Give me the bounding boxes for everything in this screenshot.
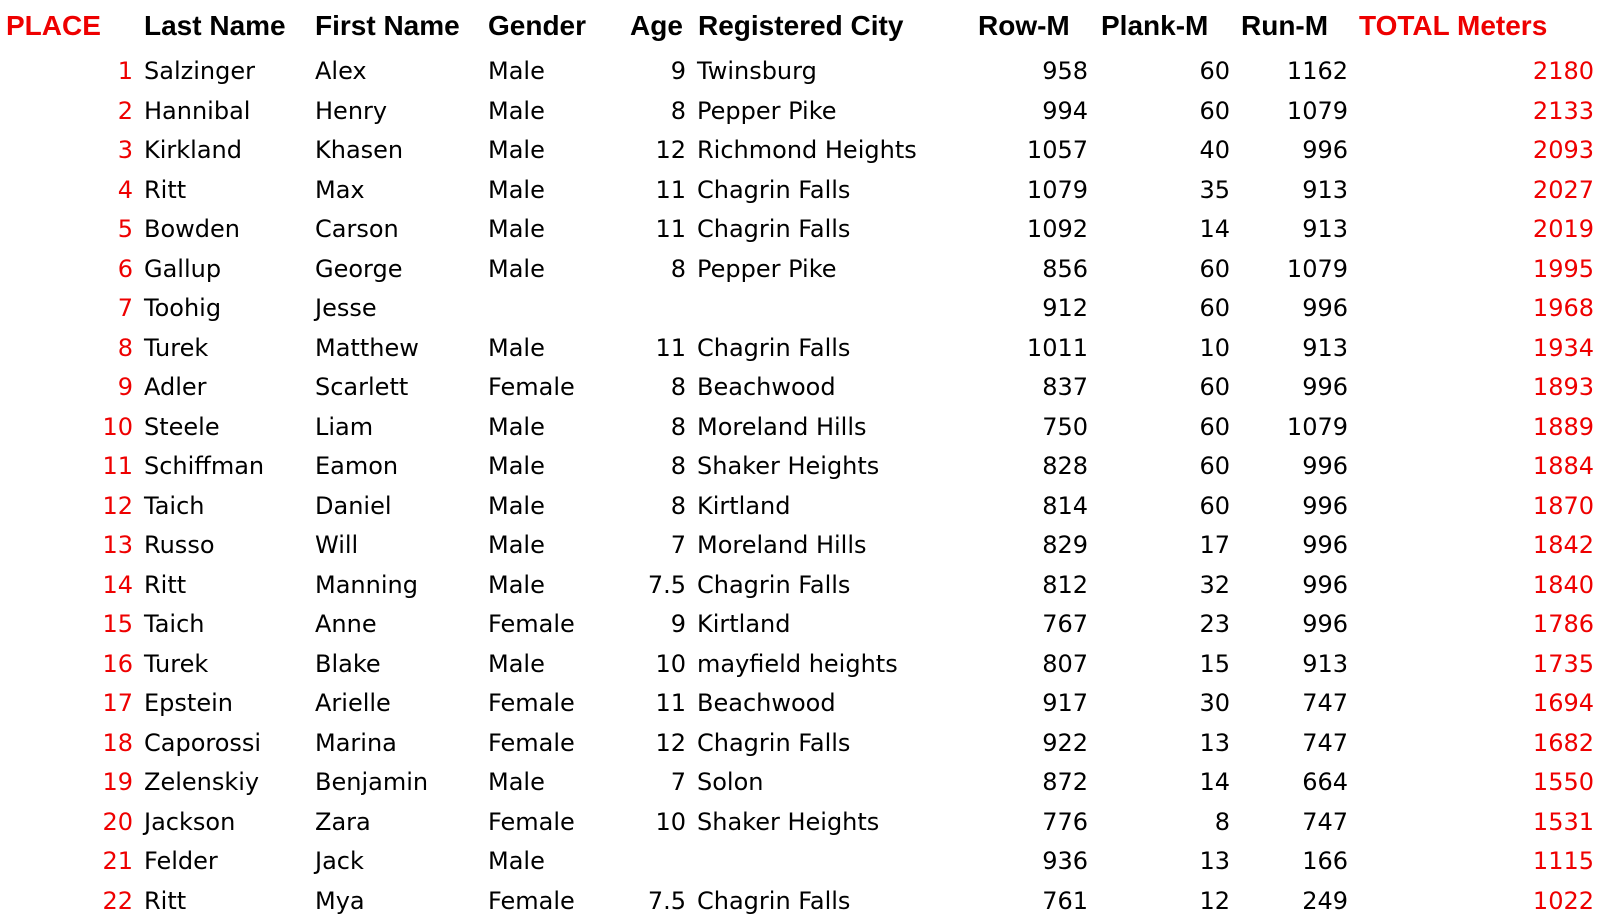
table-row — [0, 210, 1600, 250]
table-row — [0, 684, 1600, 724]
row-m-cell: 776 — [960, 810, 1088, 834]
first-name-cell: Scarlett — [315, 375, 480, 399]
plank-m-cell: 35 — [1100, 178, 1230, 202]
place-cell: 10 — [0, 415, 133, 439]
row-m-cell: 917 — [960, 691, 1088, 715]
first-name-cell: Matthew — [315, 336, 480, 360]
run-m-cell: 664 — [1240, 770, 1348, 794]
gender-cell: Male — [488, 533, 618, 557]
place-cell: 19 — [0, 770, 133, 794]
run-m-cell: 913 — [1240, 217, 1348, 241]
row-m-cell: 767 — [960, 612, 1088, 636]
last-name-cell: Ritt — [144, 889, 304, 913]
run-m-cell: 1162 — [1240, 59, 1348, 83]
place-cell: 16 — [0, 652, 133, 676]
total-meters-cell: 2133 — [1360, 99, 1594, 123]
age-cell: 10 — [600, 810, 686, 834]
run-m-cell: 249 — [1240, 889, 1348, 913]
run-m-cell: 996 — [1240, 375, 1348, 399]
total-meters-cell: 1870 — [1360, 494, 1594, 518]
place-cell: 5 — [0, 217, 133, 241]
last-name-cell: Taich — [144, 494, 304, 518]
city-cell: Beachwood — [697, 691, 967, 715]
plank-m-cell: 15 — [1100, 652, 1230, 676]
first-name-cell: Jack — [315, 849, 480, 873]
total-meters-cell: 2093 — [1360, 138, 1594, 162]
header-age: Age — [630, 12, 683, 40]
table-row — [0, 566, 1600, 606]
header-total-meters: TOTAL Meters — [1359, 12, 1547, 40]
gender-cell: Male — [488, 336, 618, 360]
city-cell: Shaker Heights — [697, 454, 967, 478]
plank-m-cell: 60 — [1100, 454, 1230, 478]
table-row — [0, 289, 1600, 329]
age-cell: 7.5 — [600, 889, 686, 913]
plank-m-cell: 17 — [1100, 533, 1230, 557]
city-cell: Kirtland — [697, 612, 967, 636]
table-row — [0, 250, 1600, 290]
row-m-cell: 812 — [960, 573, 1088, 597]
plank-m-cell: 13 — [1100, 849, 1230, 873]
city-cell: Shaker Heights — [697, 810, 967, 834]
plank-m-cell: 60 — [1100, 494, 1230, 518]
table-row — [0, 803, 1600, 843]
row-m-cell: 872 — [960, 770, 1088, 794]
city-cell: Moreland Hills — [697, 415, 967, 439]
header-place: PLACE — [6, 12, 101, 40]
run-m-cell: 747 — [1240, 810, 1348, 834]
total-meters-cell: 1694 — [1360, 691, 1594, 715]
run-m-cell: 747 — [1240, 731, 1348, 755]
first-name-cell: Manning — [315, 573, 480, 597]
total-meters-cell: 1968 — [1360, 296, 1594, 320]
table-row — [0, 763, 1600, 803]
city-cell: Chagrin Falls — [697, 336, 967, 360]
last-name-cell: Epstein — [144, 691, 304, 715]
plank-m-cell: 30 — [1100, 691, 1230, 715]
table-row — [0, 52, 1600, 92]
place-cell: 12 — [0, 494, 133, 518]
plank-m-cell: 60 — [1100, 415, 1230, 439]
age-cell: 9 — [600, 59, 686, 83]
city-cell: mayfield heights — [697, 652, 967, 676]
last-name-cell: Gallup — [144, 257, 304, 281]
run-m-cell: 1079 — [1240, 257, 1348, 281]
gender-cell: Male — [488, 217, 618, 241]
gender-cell: Male — [488, 573, 618, 597]
plank-m-cell: 60 — [1100, 59, 1230, 83]
row-m-cell: 828 — [960, 454, 1088, 478]
age-cell: 8 — [600, 494, 686, 518]
first-name-cell: Mya — [315, 889, 480, 913]
plank-m-cell: 14 — [1100, 770, 1230, 794]
first-name-cell: Marina — [315, 731, 480, 755]
run-m-cell: 747 — [1240, 691, 1348, 715]
plank-m-cell: 8 — [1100, 810, 1230, 834]
gender-cell: Female — [488, 889, 618, 913]
gender-cell: Male — [488, 415, 618, 439]
row-m-cell: 922 — [960, 731, 1088, 755]
run-m-cell: 996 — [1240, 494, 1348, 518]
total-meters-cell: 1786 — [1360, 612, 1594, 636]
total-meters-cell: 1889 — [1360, 415, 1594, 439]
total-meters-cell: 1682 — [1360, 731, 1594, 755]
age-cell: 11 — [600, 178, 686, 202]
last-name-cell: Ritt — [144, 573, 304, 597]
table-row — [0, 92, 1600, 132]
plank-m-cell: 60 — [1100, 99, 1230, 123]
header-plank-m: Plank-M — [1101, 12, 1208, 40]
first-name-cell: Anne — [315, 612, 480, 636]
row-m-cell: 856 — [960, 257, 1088, 281]
row-m-cell: 1057 — [960, 138, 1088, 162]
row-m-cell: 829 — [960, 533, 1088, 557]
first-name-cell: Zara — [315, 810, 480, 834]
row-m-cell: 958 — [960, 59, 1088, 83]
first-name-cell: Jesse — [315, 296, 480, 320]
table-row — [0, 526, 1600, 566]
table-row — [0, 842, 1600, 882]
city-cell: Pepper Pike — [697, 257, 967, 281]
row-m-cell: 1079 — [960, 178, 1088, 202]
age-cell: 11 — [600, 336, 686, 360]
row-m-cell: 814 — [960, 494, 1088, 518]
gender-cell: Male — [488, 849, 618, 873]
run-m-cell: 996 — [1240, 138, 1348, 162]
last-name-cell: Turek — [144, 336, 304, 360]
city-cell: Beachwood — [697, 375, 967, 399]
run-m-cell: 166 — [1240, 849, 1348, 873]
table-row — [0, 882, 1600, 921]
table-row — [0, 447, 1600, 487]
table-row — [0, 408, 1600, 448]
table-row — [0, 171, 1600, 211]
place-cell: 20 — [0, 810, 133, 834]
total-meters-cell: 1735 — [1360, 652, 1594, 676]
plank-m-cell: 40 — [1100, 138, 1230, 162]
city-cell: Chagrin Falls — [697, 178, 967, 202]
first-name-cell: Henry — [315, 99, 480, 123]
place-cell: 9 — [0, 375, 133, 399]
gender-cell: Male — [488, 494, 618, 518]
total-meters-cell: 1022 — [1360, 889, 1594, 913]
gender-cell: Female — [488, 810, 618, 834]
gender-cell: Male — [488, 99, 618, 123]
place-cell: 6 — [0, 257, 133, 281]
place-cell: 15 — [0, 612, 133, 636]
last-name-cell: Kirkland — [144, 138, 304, 162]
header-gender: Gender — [488, 12, 618, 40]
first-name-cell: Benjamin — [315, 770, 480, 794]
last-name-cell: Salzinger — [144, 59, 304, 83]
table-row — [0, 487, 1600, 527]
table-row — [0, 131, 1600, 171]
age-cell: 12 — [600, 138, 686, 162]
age-cell: 11 — [600, 691, 686, 715]
age-cell: 10 — [600, 652, 686, 676]
run-m-cell: 996 — [1240, 454, 1348, 478]
plank-m-cell: 10 — [1100, 336, 1230, 360]
total-meters-cell: 1550 — [1360, 770, 1594, 794]
last-name-cell: Russo — [144, 533, 304, 557]
gender-cell: Male — [488, 454, 618, 478]
last-name-cell: Adler — [144, 375, 304, 399]
table-row — [0, 605, 1600, 645]
plank-m-cell: 60 — [1100, 296, 1230, 320]
last-name-cell: Steele — [144, 415, 304, 439]
table-row — [0, 329, 1600, 369]
city-cell: Chagrin Falls — [697, 217, 967, 241]
last-name-cell: Bowden — [144, 217, 304, 241]
first-name-cell: Alex — [315, 59, 480, 83]
first-name-cell: Max — [315, 178, 480, 202]
age-cell: 9 — [600, 612, 686, 636]
last-name-cell: Caporossi — [144, 731, 304, 755]
age-cell: 11 — [600, 217, 686, 241]
gender-cell: Male — [488, 138, 618, 162]
last-name-cell: Taich — [144, 612, 304, 636]
plank-m-cell: 32 — [1100, 573, 1230, 597]
last-name-cell: Jackson — [144, 810, 304, 834]
gender-cell: Male — [488, 178, 618, 202]
place-cell: 18 — [0, 731, 133, 755]
row-m-cell: 994 — [960, 99, 1088, 123]
place-cell: 1 — [0, 59, 133, 83]
run-m-cell: 913 — [1240, 178, 1348, 202]
place-cell: 11 — [0, 454, 133, 478]
plank-m-cell: 12 — [1100, 889, 1230, 913]
first-name-cell: Carson — [315, 217, 480, 241]
age-cell: 7.5 — [600, 573, 686, 597]
age-cell: 8 — [600, 375, 686, 399]
first-name-cell: Eamon — [315, 454, 480, 478]
city-cell: Solon — [697, 770, 967, 794]
place-cell: 14 — [0, 573, 133, 597]
run-m-cell: 913 — [1240, 336, 1348, 360]
run-m-cell: 1079 — [1240, 415, 1348, 439]
city-cell: Pepper Pike — [697, 99, 967, 123]
gender-cell: Male — [488, 59, 618, 83]
last-name-cell: Toohig — [144, 296, 304, 320]
total-meters-cell: 2180 — [1360, 59, 1594, 83]
age-cell: 8 — [600, 415, 686, 439]
city-cell: Moreland Hills — [697, 533, 967, 557]
gender-cell: Female — [488, 375, 618, 399]
run-m-cell: 996 — [1240, 612, 1348, 636]
header-row-m: Row-M — [978, 12, 1070, 40]
run-m-cell: 996 — [1240, 533, 1348, 557]
age-cell: 7 — [600, 533, 686, 557]
city-cell: Chagrin Falls — [697, 573, 967, 597]
run-m-cell: 913 — [1240, 652, 1348, 676]
total-meters-cell: 1884 — [1360, 454, 1594, 478]
total-meters-cell: 2019 — [1360, 217, 1594, 241]
first-name-cell: Will — [315, 533, 480, 557]
place-cell: 13 — [0, 533, 133, 557]
header-first-name: First Name — [315, 12, 480, 40]
total-meters-cell: 1531 — [1360, 810, 1594, 834]
table-body — [0, 52, 1600, 921]
place-cell: 21 — [0, 849, 133, 873]
total-meters-cell: 1840 — [1360, 573, 1594, 597]
first-name-cell: Liam — [315, 415, 480, 439]
header-last-name: Last Name — [144, 12, 304, 40]
last-name-cell: Ritt — [144, 178, 304, 202]
place-cell: 17 — [0, 691, 133, 715]
row-m-cell: 750 — [960, 415, 1088, 439]
place-cell: 8 — [0, 336, 133, 360]
total-meters-cell: 1893 — [1360, 375, 1594, 399]
plank-m-cell: 60 — [1100, 257, 1230, 281]
row-m-cell: 807 — [960, 652, 1088, 676]
table-row — [0, 724, 1600, 764]
place-cell: 4 — [0, 178, 133, 202]
row-m-cell: 912 — [960, 296, 1088, 320]
row-m-cell: 1092 — [960, 217, 1088, 241]
place-cell: 7 — [0, 296, 133, 320]
plank-m-cell: 23 — [1100, 612, 1230, 636]
first-name-cell: Khasen — [315, 138, 480, 162]
place-cell: 22 — [0, 889, 133, 913]
total-meters-cell: 1842 — [1360, 533, 1594, 557]
last-name-cell: Hannibal — [144, 99, 304, 123]
gender-cell: Male — [488, 652, 618, 676]
row-m-cell: 936 — [960, 849, 1088, 873]
run-m-cell: 996 — [1240, 296, 1348, 320]
gender-cell: Male — [488, 770, 618, 794]
row-m-cell: 761 — [960, 889, 1088, 913]
last-name-cell: Zelenskiy — [144, 770, 304, 794]
first-name-cell: Arielle — [315, 691, 480, 715]
table-row — [0, 368, 1600, 408]
age-cell: 8 — [600, 454, 686, 478]
last-name-cell: Turek — [144, 652, 304, 676]
header-registered-city: Registered City — [698, 12, 903, 40]
first-name-cell: George — [315, 257, 480, 281]
gender-cell: Female — [488, 731, 618, 755]
place-cell: 3 — [0, 138, 133, 162]
gender-cell: Female — [488, 691, 618, 715]
gender-cell: Male — [488, 257, 618, 281]
place-cell: 2 — [0, 99, 133, 123]
first-name-cell: Daniel — [315, 494, 480, 518]
city-cell: Chagrin Falls — [697, 889, 967, 913]
age-cell: 12 — [600, 731, 686, 755]
city-cell: Kirtland — [697, 494, 967, 518]
last-name-cell: Felder — [144, 849, 304, 873]
total-meters-cell: 1995 — [1360, 257, 1594, 281]
row-m-cell: 837 — [960, 375, 1088, 399]
age-cell: 8 — [600, 257, 686, 281]
city-cell: Chagrin Falls — [697, 731, 967, 755]
header-run-m: Run-M — [1241, 12, 1328, 40]
table-row — [0, 645, 1600, 685]
row-m-cell: 1011 — [960, 336, 1088, 360]
header-row — [0, 0, 1600, 52]
total-meters-cell: 2027 — [1360, 178, 1594, 202]
city-cell: Richmond Heights — [697, 138, 967, 162]
age-cell: 7 — [600, 770, 686, 794]
plank-m-cell: 13 — [1100, 731, 1230, 755]
age-cell: 8 — [600, 99, 686, 123]
run-m-cell: 1079 — [1240, 99, 1348, 123]
gender-cell: Female — [488, 612, 618, 636]
first-name-cell: Blake — [315, 652, 480, 676]
total-meters-cell: 1934 — [1360, 336, 1594, 360]
last-name-cell: Schiffman — [144, 454, 304, 478]
total-meters-cell: 1115 — [1360, 849, 1594, 873]
plank-m-cell: 14 — [1100, 217, 1230, 241]
run-m-cell: 996 — [1240, 573, 1348, 597]
city-cell: Twinsburg — [697, 59, 967, 83]
plank-m-cell: 60 — [1100, 375, 1230, 399]
